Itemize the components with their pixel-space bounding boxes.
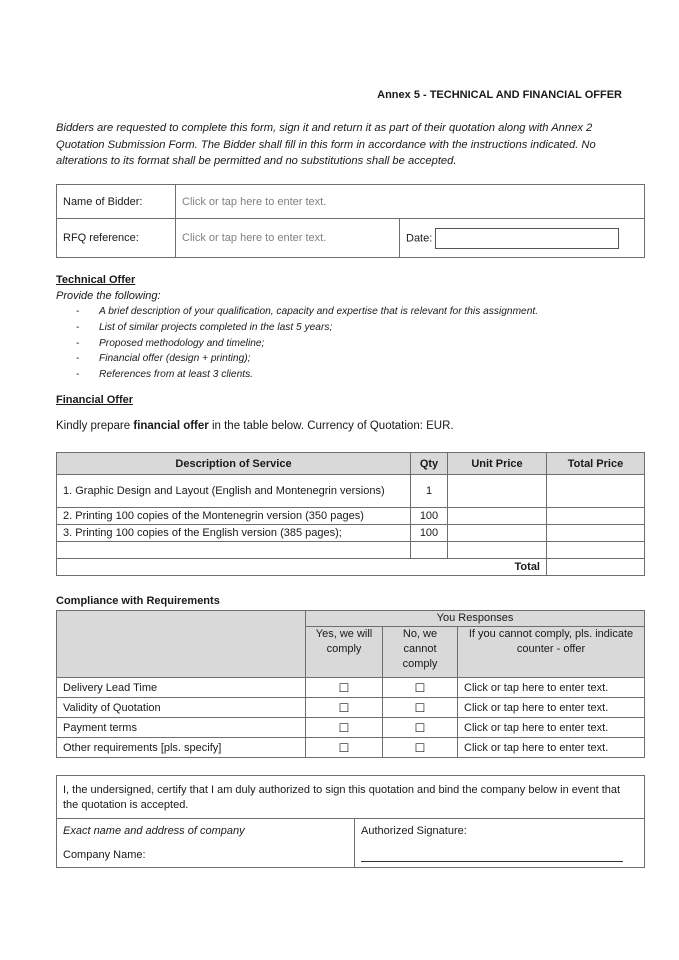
- yes-checkbox[interactable]: ☐: [306, 718, 383, 738]
- annex-title: Annex 5 - TECHNICAL AND FINANCIAL OFFER: [377, 89, 622, 101]
- requirement-label: Payment terms: [57, 718, 306, 738]
- rfq-reference-field[interactable]: Click or tap here to enter text.: [176, 219, 400, 258]
- date-label: Date:: [406, 231, 433, 244]
- list-item: - List of similar projects completed in the last 5 years;: [76, 320, 538, 336]
- financial-offer-table: [56, 452, 645, 576]
- total-price-cell[interactable]: [547, 525, 645, 542]
- company-address-label: Exact name and address of company: [57, 819, 355, 845]
- certification-statement: I, the undersigned, certify that I am duly authorized to sign this quotation and bind the company below in event that the quotation is accepted.: [57, 776, 645, 819]
- total-label: Total: [57, 559, 547, 576]
- no-checkbox[interactable]: ☐: [383, 698, 458, 718]
- table-row: [57, 525, 645, 542]
- table-row: [57, 508, 645, 525]
- service-qty: 100: [411, 508, 448, 525]
- table-row: [57, 718, 645, 738]
- service-description: 3. Printing 100 copies of the English version (385 pages);: [57, 525, 411, 542]
- technical-requirements-list: [76, 304, 538, 383]
- financial-instructions: Kindly prepare financial offer in the table below. Currency of Quotation: EUR.: [56, 420, 454, 432]
- date-input[interactable]: [435, 228, 619, 249]
- table-row: [57, 698, 645, 718]
- you-responses-header: You Responses: [306, 611, 645, 627]
- column-header-description: Description of Service: [57, 453, 411, 475]
- service-description: 1. Graphic Design and Layout (English and Montenegrin versions): [57, 475, 411, 508]
- column-header-qty: Qty: [411, 453, 448, 475]
- provide-following-text: Provide the following:: [56, 290, 161, 302]
- list-item: - Proposed methodology and timeline;: [76, 336, 538, 352]
- table-row: [57, 678, 645, 698]
- yes-checkbox[interactable]: ☐: [306, 678, 383, 698]
- no-checkbox[interactable]: ☐: [383, 718, 458, 738]
- column-header-unit-price: Unit Price: [448, 453, 547, 475]
- table-row: [57, 475, 645, 508]
- table-row: [57, 738, 645, 758]
- no-checkbox[interactable]: ☐: [383, 678, 458, 698]
- column-header-total-price: Total Price: [547, 453, 645, 475]
- compliance-heading: Compliance with Requirements: [56, 595, 220, 607]
- empty-total-price-cell[interactable]: [547, 542, 645, 559]
- service-description: 2. Printing 100 copies of the Montenegrin version (350 pages): [57, 508, 411, 525]
- counter-offer-field[interactable]: Click or tap here to enter text.: [458, 718, 645, 738]
- unit-price-cell[interactable]: [448, 508, 547, 525]
- yes-checkbox[interactable]: ☐: [306, 738, 383, 758]
- financial-offer-heading: Financial Offer: [56, 394, 134, 406]
- requirement-label: Validity of Quotation: [57, 698, 306, 718]
- yes-checkbox[interactable]: ☐: [306, 698, 383, 718]
- counter-offer-field[interactable]: Click or tap here to enter text.: [458, 698, 645, 718]
- list-item: - Financial offer (design + printing);: [76, 351, 538, 367]
- unit-price-cell[interactable]: [448, 525, 547, 542]
- bidder-name-field[interactable]: Click or tap here to enter text.: [176, 185, 645, 219]
- service-qty: 1: [411, 475, 448, 508]
- empty-unit-price-cell[interactable]: [448, 542, 547, 559]
- signature-line[interactable]: [361, 851, 623, 862]
- table-row: [57, 542, 645, 559]
- empty-qty-cell[interactable]: [411, 542, 448, 559]
- col-counter-offer: If you cannot comply, pls. indicate counter - offer: [458, 627, 645, 678]
- total-row: [57, 559, 645, 576]
- compliance-table: [56, 610, 645, 758]
- service-qty: 100: [411, 525, 448, 542]
- col-no-comply: No, we cannot comply: [383, 627, 458, 678]
- compliance-blank-header: [57, 611, 306, 678]
- col-yes-comply: Yes, we will comply: [306, 627, 383, 678]
- requirement-label: Other requirements [pls. specify]: [57, 738, 306, 758]
- company-name-label[interactable]: Company Name:: [57, 844, 355, 867]
- technical-offer-heading: Technical Offer: [56, 274, 136, 286]
- empty-description-cell[interactable]: [57, 542, 411, 559]
- counter-offer-field[interactable]: Click or tap here to enter text.: [458, 678, 645, 698]
- no-checkbox[interactable]: ☐: [383, 738, 458, 758]
- total-price-cell[interactable]: [547, 475, 645, 508]
- grand-total-cell[interactable]: [547, 559, 645, 576]
- requirement-label: Delivery Lead Time: [57, 678, 306, 698]
- bidder-name-label: Name of Bidder:: [57, 185, 176, 219]
- bidder-info-table: [56, 184, 645, 258]
- rfq-reference-label: RFQ reference:: [57, 219, 176, 258]
- total-price-cell[interactable]: [547, 508, 645, 525]
- unit-price-cell[interactable]: [448, 475, 547, 508]
- certification-table: [56, 775, 645, 868]
- list-item: - References from at least 3 clients.: [76, 367, 538, 383]
- list-item: - A brief description of your qualification, capacity and expertise that is relevant for this assignment.: [76, 304, 538, 320]
- counter-offer-field[interactable]: Click or tap here to enter text.: [458, 738, 645, 758]
- intro-paragraph: Bidders are requested to complete this form, sign it and return it as part of their quotation along with Annex 2 Quotation Submission Form. The Bidder shall fill in this form in accordance with the instructions indicated. No alterations to its format shall be permitted and no substitutions shall be accepted.: [56, 122, 596, 167]
- authorized-signature-label: Authorized Signature:: [361, 825, 467, 837]
